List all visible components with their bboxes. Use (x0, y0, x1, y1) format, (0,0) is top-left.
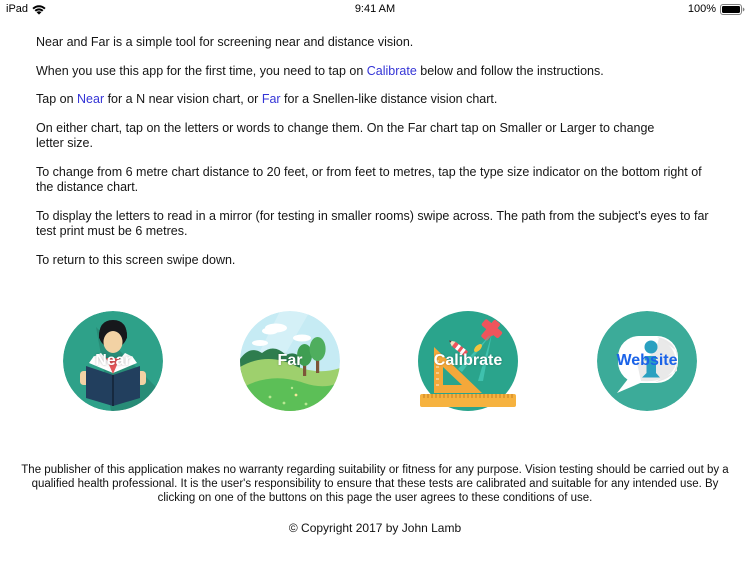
instructions-text (36, 35, 720, 281)
near-link[interactable]: Near (77, 92, 105, 106)
paragraph-text: test print must be 6 metres. (36, 224, 188, 238)
paragraph-text: To change from 6 metre chart distance to 20 feet, or from feet to metres, tap the type size indicator on the bottom right of (36, 164, 702, 179)
paragraph-text: On either chart, tap on the letters or words to change them. On the Far chart tap on Smaller or Larger to change (36, 120, 655, 135)
status-bar (0, 0, 750, 20)
disclaimer-line: qualified health professional. It is the user's responsibility to ensure that these tests are calibrated and suitable for any intended use. By (31, 478, 719, 490)
near-button-label: Near (95, 352, 131, 369)
carrier-label: iPad (6, 3, 29, 15)
paragraph-change-letters (36, 121, 720, 152)
website-button[interactable] (597, 311, 697, 411)
website-button-label: Website (616, 352, 678, 369)
clock: 9:41 AM (354, 3, 396, 15)
paragraph-text: Near and Far is a simple tool for screening near and distance vision. (36, 35, 414, 49)
paragraph-metric-feet (36, 165, 720, 196)
status-bar-right (688, 3, 745, 15)
paragraph-text: To display the letters to read in a mirror (for testing in smaller rooms) swipe across. The path from the subject's eyes to far (36, 208, 709, 223)
far-button[interactable] (240, 311, 340, 411)
paragraph-text: for a Snellen-like distance vision chart. (280, 92, 498, 106)
disclaimer-line: clicking on one of the buttons on this page the user agrees to these conditions of use. (157, 492, 593, 504)
paragraph-tap-charts (36, 92, 720, 108)
disclaimer-line: The publisher of this application makes no warranty regarding suitability or fitness for any purpose. Vision testing should be carried out by a (21, 464, 729, 476)
far-link[interactable]: Far (261, 92, 281, 106)
paragraph-return-home (36, 253, 720, 269)
paragraph-text: below and follow the instructions. (416, 63, 604, 78)
battery-percent-label: 100% (687, 3, 716, 15)
near-button[interactable] (63, 311, 163, 411)
calibrate-link[interactable]: Calibrate (366, 63, 417, 78)
far-button-label: Far (277, 352, 303, 369)
paragraph-text: letter size. (36, 136, 93, 150)
copyright-text: © Copyright 2017 by John Lamb (288, 521, 462, 535)
paragraph-mirror-mode (36, 209, 720, 240)
paragraph-app-description (36, 35, 720, 51)
paragraph-text: for a N near vision chart, or (104, 92, 262, 106)
disclaimer-text (0, 463, 750, 505)
paragraph-text: the distance chart. (36, 180, 139, 194)
battery-icon (720, 4, 745, 15)
paragraph-text: Tap on (36, 92, 78, 106)
paragraph-text: To return to this screen swipe down. (36, 252, 236, 267)
paragraph-text: When you use this app for the first time, you need to tap on (36, 63, 367, 78)
calibrate-button-label: Calibrate (433, 352, 503, 369)
paragraph-first-time (36, 64, 720, 80)
calibrate-button[interactable] (418, 311, 518, 411)
